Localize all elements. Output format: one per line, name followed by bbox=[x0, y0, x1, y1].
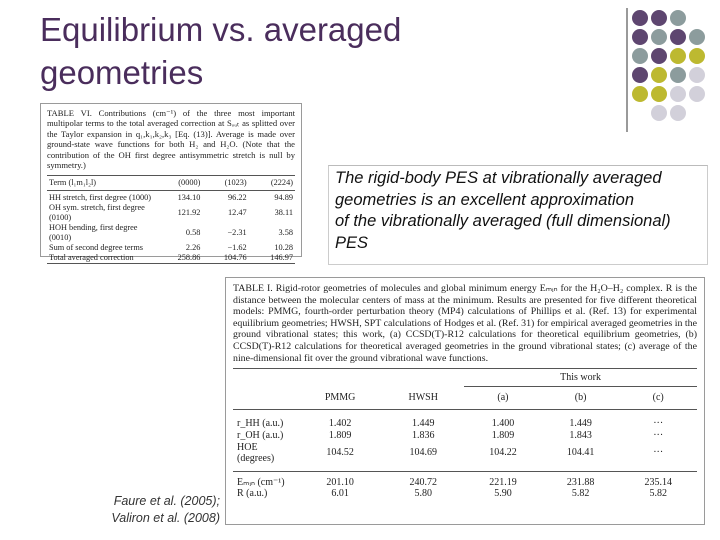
table-one-cell: 6.01 bbox=[331, 488, 349, 500]
table-six-row bbox=[47, 191, 295, 204]
table-six-header-cell: Term (l₁m₁l₂l) bbox=[47, 176, 156, 191]
decorative-dot bbox=[651, 29, 667, 45]
table-one-row bbox=[233, 410, 697, 430]
decorative-dot bbox=[651, 86, 667, 102]
table-one-header-cell: (b) bbox=[574, 391, 587, 403]
table-one-group-row bbox=[233, 369, 697, 387]
table-one-cell: ··· bbox=[619, 410, 697, 430]
table-one-cell: HOE (degrees) bbox=[237, 441, 275, 465]
table-one-header-cell: (a) bbox=[497, 391, 509, 403]
table-one-cell: 1.809 bbox=[328, 429, 352, 441]
citation bbox=[88, 493, 220, 526]
title-line-1: Equilibrium vs. averaged bbox=[40, 11, 402, 48]
table-six-cell: 146.97 bbox=[249, 253, 295, 264]
table-six-row bbox=[47, 223, 295, 243]
table-six-cell: HOH bending, first degree (0010) bbox=[49, 223, 138, 243]
table-one-caption: TABLE I. Rigid-rotor geometries of molecules and global minimum energy Eₘᵢₙ for the H₂O–H₂ complex. R is the distance between the molecular centers of mass at the minimum. Results are presented for five different theoretical models: PMMG, fourth-order perturbation theory (MP4) calculations of Phillips et al. (Ref. 13) for experimental equilibrium geometries; HWSH, SPT calculations of Hodges et al. (Ref. 31) for empirical averaged geometries in the ground vibrational states; this work, (a) CCSD(T)-R12 calculations for theoretical equilibrium geometries, (b) CCSD(T)-R12 calculations for theoretical averaged geometries in the ground vibrational states; (c) average of the nine-dimensional fit over the ground vibrational wave functions. bbox=[233, 283, 697, 364]
table-six-caption: TABLE VI. Contributions (cm⁻¹) of the three most important multipolar terms to the total averaged correction at Sₒᵤₜ as splitted over the Taylor expansion in q₁,k₁,k₂,k₃ [Eq. (13)]. Average is made over ground-state wave functions for both H₂ and H₂O. (Note that the contribution of the OH first degree antisymmetric stretch is null by symmetry.) bbox=[47, 108, 295, 171]
table-one-header-row bbox=[233, 386, 697, 410]
table-one-cell: 104.41 bbox=[566, 447, 595, 459]
table-six-cell: −2.31 bbox=[227, 228, 247, 238]
table-one-cell: 104.52 bbox=[326, 447, 354, 459]
table-one-cell: 1.449 bbox=[382, 410, 464, 430]
table-one-cell: 240.72 bbox=[382, 471, 464, 488]
decorative-dot bbox=[689, 48, 705, 64]
decorative-dot bbox=[689, 29, 705, 45]
table-one bbox=[233, 368, 697, 500]
table-six-cell: 96.22 bbox=[228, 193, 247, 203]
title-line-2: geometries bbox=[40, 54, 204, 91]
table-six-cell: 121.92 bbox=[177, 208, 201, 218]
decorative-dot bbox=[632, 86, 648, 102]
table-one-cell: 221.19 bbox=[464, 471, 542, 488]
table-one-cell: 1.836 bbox=[411, 429, 435, 441]
table-one-spacer bbox=[233, 369, 464, 387]
slide-note bbox=[335, 168, 715, 254]
table-one-cell: 1.843 bbox=[569, 429, 592, 441]
table-six-cell: Sum of second degree terms bbox=[49, 243, 144, 253]
table-one-cell: 5.82 bbox=[649, 488, 667, 500]
table-six bbox=[47, 175, 295, 264]
decorative-dot bbox=[670, 86, 686, 102]
decorative-dot bbox=[670, 105, 686, 121]
table-six-cell: 12.47 bbox=[228, 208, 247, 218]
decorative-dot bbox=[670, 48, 686, 64]
table-one-cell: 231.88 bbox=[542, 471, 620, 488]
decorative-dot bbox=[632, 29, 648, 45]
table-six-header-cell: (0000) bbox=[156, 176, 202, 191]
decorative-dot bbox=[651, 67, 667, 83]
table-one-row bbox=[233, 442, 697, 472]
decorative-dot bbox=[632, 48, 648, 64]
table-one-cell: 5.82 bbox=[571, 488, 590, 500]
table-one-cell: 104.69 bbox=[409, 447, 437, 459]
decorative-dot bbox=[670, 29, 686, 45]
decorative-dot bbox=[651, 105, 667, 121]
table-one-cell: 5.80 bbox=[414, 488, 432, 500]
slide-title bbox=[40, 8, 560, 94]
table-six-cell: 0.58 bbox=[185, 228, 201, 238]
note-line: geometries is an excellent approximation bbox=[335, 190, 634, 209]
decorative-divider bbox=[626, 8, 628, 132]
table-one-image bbox=[225, 277, 705, 525]
table-one-cell: 201.10 bbox=[298, 471, 382, 488]
table-six-header-row bbox=[47, 176, 295, 191]
table-six-image bbox=[40, 103, 302, 263]
table-one-cell: 5.90 bbox=[494, 488, 512, 500]
table-one-header-cell: (c) bbox=[652, 391, 664, 403]
table-six-cell: 258.86 bbox=[156, 253, 202, 264]
table-one-header-cell: HWSH bbox=[408, 391, 438, 403]
table-one-cell: 1.402 bbox=[298, 410, 382, 430]
table-six-cell: 3.58 bbox=[278, 228, 293, 238]
table-one-cell: 1.449 bbox=[542, 410, 620, 430]
table-one-group-header: This work bbox=[464, 369, 697, 387]
note-line: of the vibrationally averaged (full dimensional) bbox=[335, 212, 671, 230]
table-six-cell: −1.62 bbox=[227, 243, 247, 253]
table-one-row bbox=[233, 471, 697, 488]
table-one-row bbox=[233, 430, 697, 442]
table-six-cell: Total averaged correction bbox=[47, 253, 156, 264]
table-six-cell: 104.76 bbox=[202, 253, 248, 264]
table-six-cell: 10.28 bbox=[274, 243, 293, 253]
decorative-dot bbox=[689, 67, 705, 83]
table-six-cell: 2.26 bbox=[185, 243, 201, 253]
table-one-cell: ··· bbox=[653, 447, 664, 459]
table-one-header-cell: PMMG bbox=[324, 391, 356, 403]
table-one-cell: ··· bbox=[653, 429, 664, 441]
table-six-cell: 38.11 bbox=[274, 208, 293, 218]
table-six-cell: OH sym. stretch, first degree (0100) bbox=[49, 203, 145, 223]
decorative-dot bbox=[689, 86, 705, 102]
table-one-cell: 1.400 bbox=[464, 410, 542, 430]
table-six-cell: HH stretch, first degree (1000) bbox=[49, 193, 152, 203]
table-six-row bbox=[47, 253, 295, 264]
table-one-row bbox=[233, 488, 697, 500]
decorative-dot bbox=[651, 10, 667, 26]
table-six-cell: 94.89 bbox=[274, 193, 293, 203]
table-six-row bbox=[47, 203, 295, 223]
table-one-cell: 104.22 bbox=[489, 447, 517, 459]
citation-line: Valiron et al. (2008) bbox=[111, 510, 220, 525]
table-one-cell: r_HH (a.u.) bbox=[233, 410, 298, 430]
table-one-cell: r_OH (a.u.) bbox=[237, 429, 284, 441]
decorative-dot-grid bbox=[632, 10, 718, 122]
table-six-cell: 134.10 bbox=[177, 193, 201, 203]
note-line: PES bbox=[335, 233, 369, 252]
decorative-dot bbox=[632, 67, 648, 83]
table-one-cell: 235.14 bbox=[619, 471, 697, 488]
table-six-header-cell: (2224) bbox=[249, 176, 295, 191]
decorative-dot bbox=[651, 48, 667, 64]
decorative-dot bbox=[632, 10, 648, 26]
table-six-row bbox=[47, 243, 295, 253]
table-one-cell: R (a.u.) bbox=[237, 488, 268, 500]
table-one-header-cell bbox=[233, 386, 298, 410]
decorative-dot bbox=[670, 67, 686, 83]
citation-line: Faure et al. (2005); bbox=[113, 494, 220, 508]
note-line: The rigid-body PES at vibrationally averaged bbox=[335, 169, 662, 187]
table-one-cell: Eₘᵢₙ (cm⁻¹) bbox=[233, 471, 298, 488]
table-six-header-cell: (1023) bbox=[202, 176, 248, 191]
table-one-cell: 1.809 bbox=[491, 429, 515, 441]
decorative-dot bbox=[670, 10, 686, 26]
